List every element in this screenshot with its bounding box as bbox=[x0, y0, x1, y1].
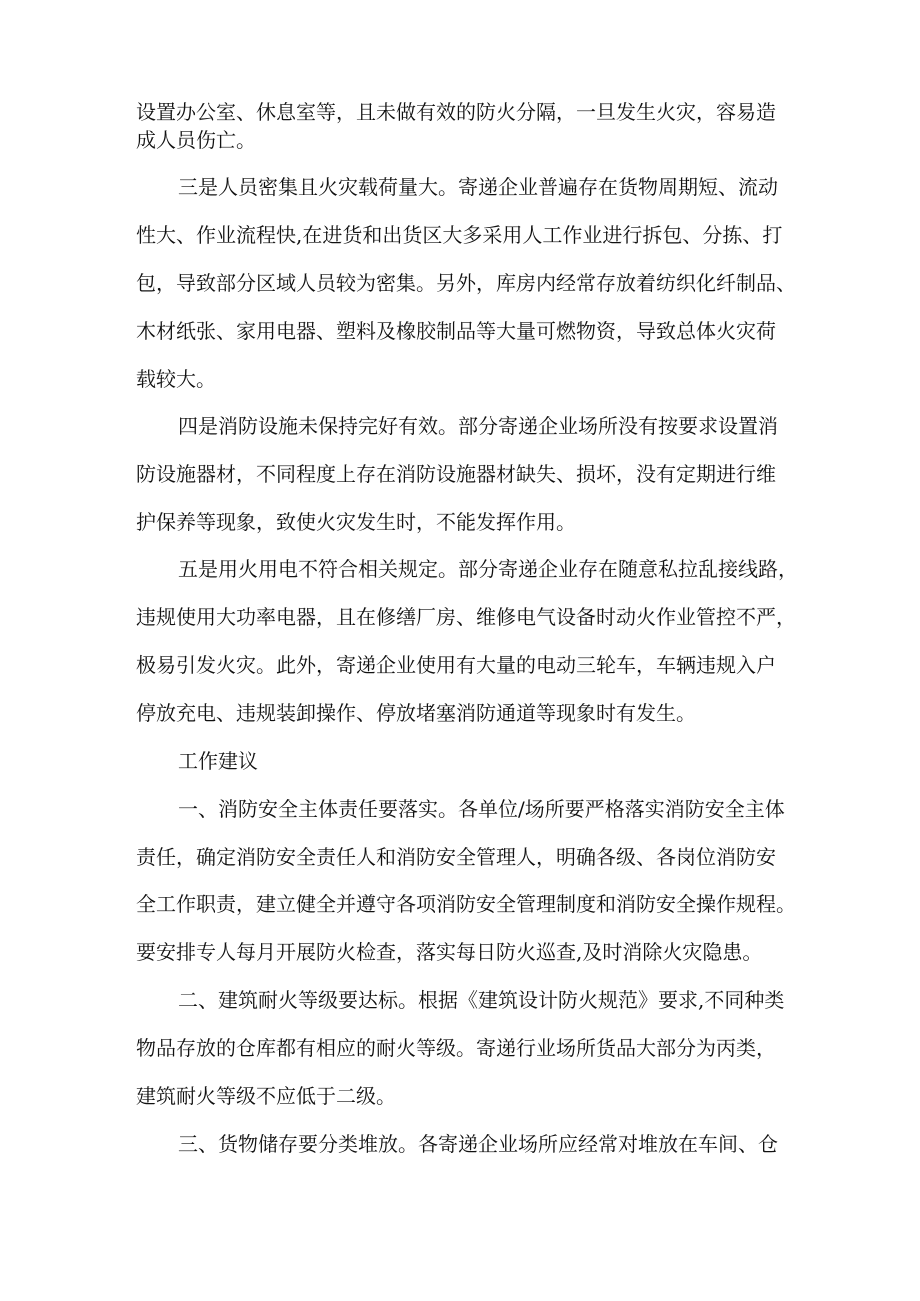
text-line: 五是用火用电不符合相关规定。部分寄递企业存在随意私拉乱接线路， bbox=[178, 557, 798, 581]
text-line: 包，导致部分区域人员较为密集。另外，库房内经常存放着纺织化纤制品、 bbox=[136, 271, 796, 295]
text-line: 载较大。 bbox=[136, 367, 216, 391]
text-line: 护保养等现象，致使火灾发生时，不能发挥作用。 bbox=[136, 510, 576, 534]
text-line: 设置办公室、休息室等，且未做有效的防火分隔，一旦发生火灾，容易造 bbox=[136, 100, 776, 124]
text-line: 全工作职责，建立健全并遵守各项消防安全管理制度和消防安全操作规程。 bbox=[136, 892, 796, 916]
text-line: 停放充电、违规装卸操作、停放堵塞消防通道等现象时有发生。 bbox=[136, 701, 696, 725]
text-line: 一、消防安全主体责任要落实。各单位/场所要严格落实消防安全主体 bbox=[178, 797, 785, 821]
text-line: 物品存放的仓库都有相应的耐火等级。寄递行业场所货品大部分为丙类， bbox=[136, 1036, 776, 1060]
text-line: 责任，确定消防安全责任人和消防安全管理人，明确各级、各岗位消防安 bbox=[136, 845, 776, 869]
text-line: 木材纸张、家用电器、塑料及橡胶制品等大量可燃物资，导致总体火灾荷 bbox=[136, 319, 776, 343]
text-line: 三是人员密集且火灾载荷量大。寄递企业普遍存在货物周期短、流动 bbox=[178, 175, 778, 199]
text-line: 成人员伤亡。 bbox=[136, 128, 256, 152]
section-heading: 工作建议 bbox=[178, 749, 258, 773]
text-line: 极易引发火灾。此外，寄递企业使用有大量的电动三轮车，车辆违规入户 bbox=[136, 653, 776, 677]
text-line: 二、建筑耐火等级要达标。根据《建筑设计防火规范》要求,不同种类 bbox=[178, 988, 785, 1012]
text-line: 建筑耐火等级不应低于二级。 bbox=[136, 1084, 396, 1108]
text-line: 性大、作业流程快,在进货和出货区大多采用人工作业进行拆包、分拣、打 bbox=[136, 223, 783, 247]
text-line: 违规使用大功率电器，且在修缮厂房、维修电气设备时动火作业管控不严， bbox=[136, 605, 796, 629]
text-line: 防设施器材，不同程度上存在消防设施器材缺失、损坏，没有定期进行维 bbox=[136, 462, 776, 486]
text-line: 四是消防设施未保持完好有效。部分寄递企业场所没有按要求设置消 bbox=[178, 414, 778, 438]
text-line: 要安排专人每月开展防火检查，落实每日防火巡查,及时消除火灾隐患。 bbox=[136, 940, 763, 964]
text-line: 三、货物储存要分类堆放。各寄递企业场所应经常对堆放在车间、仓 bbox=[178, 1132, 778, 1156]
